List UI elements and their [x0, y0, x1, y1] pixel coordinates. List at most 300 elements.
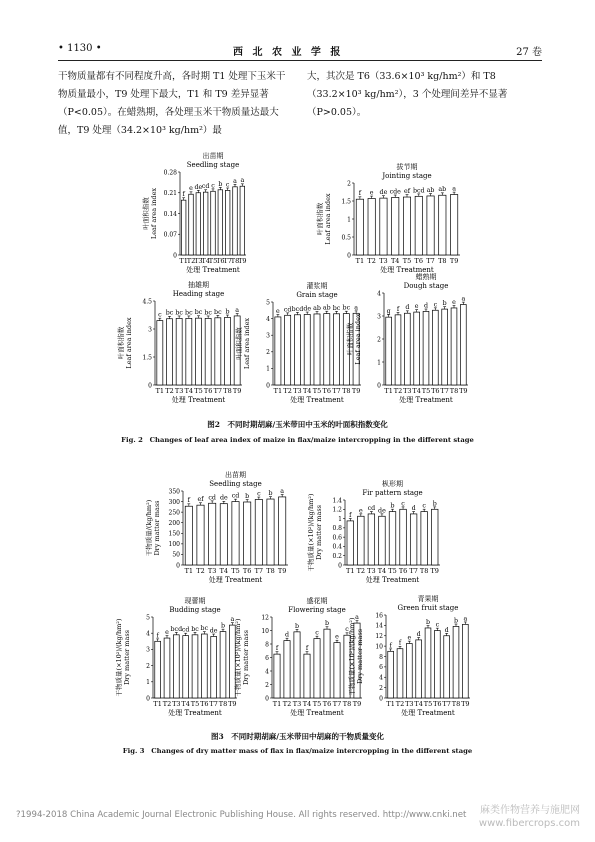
chart2-bar — [392, 197, 399, 255]
chart7-y-tick-label: 1.2 — [332, 506, 342, 514]
chart2-significance-letter: a — [452, 185, 456, 193]
chart5-significance-letter: a — [461, 295, 466, 303]
chart10-significance-letter: d — [444, 626, 449, 634]
chart1-x-tick-label: T5 — [208, 257, 218, 265]
chart4-significance-letter: e — [276, 307, 280, 315]
chart8-x-tick-label: T3 — [172, 700, 181, 708]
chart7-y-tick-label: 0 — [338, 562, 342, 570]
chart8-bar — [155, 641, 161, 698]
chart1-stage-en: Seedling stage — [186, 161, 240, 169]
chart4-x-label: 处理 Treatment — [290, 396, 344, 404]
chart2-stage-en: Jointing stage — [382, 172, 432, 180]
chart7-x-tick-label: T8 — [419, 567, 429, 575]
chart4-significance-letter: ab — [322, 304, 331, 312]
watermark — [479, 804, 580, 830]
chart7-x-tick-label: T3 — [367, 567, 376, 575]
chart3-y-tick-label: 1.5 — [142, 354, 152, 362]
chart3-x-tick-label: T5 — [194, 387, 203, 395]
chart9-bar — [294, 632, 300, 698]
chart7-bar — [410, 514, 417, 565]
chart6-x-label: 处理 Treatment — [208, 576, 263, 584]
chart9-stage-cn: 盛花期 — [306, 597, 328, 605]
chart9-y-tick-label: 10 — [261, 627, 269, 635]
chart4-significance-letter: cd — [283, 306, 292, 314]
chart4-x-tick-label: T5 — [312, 387, 322, 395]
chart10-y-tick-label: 6 — [379, 664, 383, 672]
chart3-x-tick-label: T7 — [213, 387, 223, 395]
chart6-bar — [197, 505, 204, 565]
chart8-y-tick-label: 1 — [146, 679, 150, 687]
chart6-bar — [267, 499, 274, 565]
chart8-x-tick-label: T2 — [162, 700, 172, 708]
journal-title: 西 北 农 业 学 报 — [233, 47, 344, 58]
chart1-significance-letter: c — [211, 182, 215, 190]
chart6-bar — [279, 497, 286, 565]
chart3-x-tick-label: T8 — [223, 387, 232, 395]
chart7-y-tick-label: 0.8 — [332, 525, 342, 533]
chart2-x-tick-label: T5 — [402, 257, 412, 265]
chart4-significance-letter: ab — [313, 304, 321, 312]
chart1-x-label: 处理 Treatment — [186, 266, 240, 274]
chart2-significance-letter: f — [358, 190, 362, 198]
chart5-x-tick-label: T7 — [440, 387, 449, 395]
chart1-x-tick-label: T2 — [186, 257, 196, 265]
chart9-x-tick-label: T7 — [332, 700, 342, 708]
chart9-bar — [314, 639, 320, 698]
chart1-x-tick-label: T6 — [216, 257, 225, 265]
chart8-y-tick-label: 4 — [146, 630, 150, 638]
chart1-significance-letter: b — [218, 180, 223, 188]
chart9-significance-letter: c — [315, 629, 319, 637]
chart6-y-tick-label: 200 — [168, 520, 180, 528]
chart6-x-tick-label: T8 — [266, 567, 275, 575]
chart3-significance-letter: b — [225, 308, 230, 316]
chart1-x-tick-label: T3 — [194, 257, 203, 265]
chart2-x-tick-label: T1 — [355, 257, 365, 265]
chart9-x-tick-label: T4 — [302, 700, 312, 708]
copyright-footer: ?1994-2018 China Academic Journal Electronic Publishing House. All rights reserved. http://www.cnki.net — [16, 810, 467, 820]
chart2-bar — [450, 195, 457, 255]
chart10-y-tick-label: 8 — [379, 653, 383, 661]
chart7-stage-cn: 枞形期 — [382, 480, 403, 488]
chart1-significance-letter: a — [240, 177, 245, 185]
chart7-bar — [379, 516, 386, 565]
chart8-significance-letter: bc — [200, 625, 209, 633]
chart2-bar — [368, 198, 375, 255]
chart2-x-tick-label: T8 — [438, 257, 447, 265]
chart10-bar — [406, 644, 412, 698]
chart7-significance-letter: f — [349, 511, 352, 519]
chart4-significance-letter: de — [303, 305, 312, 313]
chart8-x-tick-label: T1 — [153, 700, 162, 708]
chart1-significance-letter: c — [225, 181, 230, 189]
chart8-x-tick-label: T9 — [228, 700, 237, 708]
chart6-bar — [220, 504, 227, 565]
chart10-x-tick-label: T4 — [414, 700, 423, 708]
chart5-significance-letter: e — [414, 303, 419, 311]
chart9-bar — [334, 643, 340, 698]
chart7-x-tick-label: T7 — [409, 567, 418, 575]
chart4-x-tick-label: T9 — [351, 387, 361, 395]
chart3-significance-letter: bc — [185, 309, 193, 317]
chart8-x-tick-label: T7 — [209, 700, 218, 708]
volume-label: 27 卷 — [516, 47, 542, 58]
chart10-significance-letter: f — [389, 642, 392, 650]
chart3-significance-letter: bc — [214, 308, 222, 316]
chart4-significance-letter: a — [354, 304, 358, 312]
chart9-significance-letter: f — [275, 645, 279, 653]
chart8-y-tick-label: 2 — [146, 662, 150, 670]
chart8-significance-letter: a — [230, 616, 235, 624]
chart10-y-tick-label: 16 — [375, 612, 383, 620]
chart5-bar — [414, 312, 420, 385]
chart9-x-tick-label: T2 — [282, 700, 292, 708]
chart10-bar — [462, 624, 468, 698]
chart1-stage-cn: 出苗期 — [202, 152, 224, 160]
chart6-x-tick-label: T4 — [219, 567, 229, 575]
chart4-bar — [324, 314, 330, 385]
chart8-x-tick-label: T8 — [218, 700, 228, 708]
chart6-significance-letter: f — [187, 497, 191, 505]
chart2-bar — [439, 195, 446, 255]
chart2-y-tick-label: 1.5 — [341, 198, 351, 206]
chart5-y-tick-label: 0 — [377, 382, 381, 390]
chart8-x-label: 处理 Treatment — [168, 709, 222, 717]
chart6-x-tick-label: T9 — [277, 567, 287, 575]
chart7-y-tick-label: 0.6 — [332, 534, 342, 542]
chart9-x-tick-label: T9 — [352, 700, 362, 708]
chart6-y-tick-label: 100 — [168, 541, 180, 549]
chart2-significance-letter: cde — [389, 188, 401, 196]
chart7-x-tick-label: T5 — [388, 567, 397, 575]
chart5-bar — [451, 308, 457, 385]
chart3-significance-letter: a — [235, 306, 240, 314]
chart4-bar — [334, 314, 340, 385]
chart6-bar — [232, 502, 239, 565]
chart9-x-tick-label: T6 — [322, 700, 332, 708]
chart8-significance-letter: e — [165, 629, 169, 637]
chart9-x-tick-label: T5 — [312, 700, 322, 708]
chart1-significance-letter: e — [189, 185, 193, 193]
chart4-significance-letter: bc — [332, 304, 341, 312]
chart7-significance-letter: de — [378, 507, 386, 515]
chart8-y-tick-label: 0 — [146, 695, 150, 703]
chart7-bar — [400, 509, 407, 565]
chart1-y-tick-label: 0.14 — [163, 210, 177, 218]
chart4-x-tick-label: T6 — [322, 387, 332, 395]
chart7-significance-letter: cd — [367, 504, 376, 512]
chart10-bar — [434, 631, 440, 698]
chart7-bar — [421, 512, 428, 565]
chart3-x-tick-label: T3 — [174, 387, 184, 395]
chart10-significance-letter: e — [407, 634, 412, 642]
chart3-bar — [186, 318, 192, 385]
chart6-y-tick-label: 150 — [168, 530, 180, 538]
chart7-x-tick-label: T4 — [377, 567, 387, 575]
chart1-x-tick-label: T7 — [223, 257, 232, 265]
chart1-bar — [225, 190, 230, 255]
watermark-cn: 麻类作物营养与施肥网 — [480, 805, 580, 816]
chart10-x-tick-label: T6 — [433, 700, 442, 708]
chart9-significance-letter: a — [355, 614, 359, 622]
chart3-x-tick-label: T4 — [184, 387, 194, 395]
chart9-significance-letter: c — [345, 626, 349, 634]
chart5-x-tick-label: T6 — [431, 387, 440, 395]
chart2-x-tick-label: T7 — [426, 257, 435, 265]
chart6-stage-cn: 出苗期 — [225, 471, 246, 479]
chart4-bar — [294, 315, 300, 385]
chart9-significance-letter: e — [335, 633, 339, 641]
chart1-x-tick-label: T1 — [179, 257, 188, 265]
chart10-y-tick-label: 10 — [375, 643, 383, 651]
chart7-x-label: 处理 Treatment — [365, 576, 420, 584]
chart2-significance-letter: de — [379, 189, 388, 197]
chart4-y-tick-label: 5 — [266, 299, 270, 307]
chart10-significance-letter: d — [416, 630, 421, 638]
chart6-x-tick-label: T5 — [231, 567, 240, 575]
chart8-bar — [211, 636, 217, 698]
chart1-significance-letter: cd — [201, 183, 210, 191]
figure2-caption-en: Fig. 2 Changes of leaf area index of maize in flax/maize intercropping in the different stage — [121, 436, 474, 444]
body-text-left: 干物质量都有不同程度升高，各时期 T1 处理下玉米干物质量最小，T9 处理下最大，T1 和 T9 差异显著（P<0.05）。在蜡熟期，各处理玉米干物质量达最大值，T9 处理（34.2×10³ kg/hm²）最 — [58, 71, 286, 136]
chart5-x-tick-label: T5 — [421, 387, 431, 395]
chart4-y-tick-label: 1 — [266, 365, 270, 373]
figure3-caption-cn: 图3 不同时期胡麻/玉米带田中胡麻的干物质量变化 — [211, 732, 384, 741]
chart10-y-label-en: Dry matter mass — [356, 628, 364, 685]
chart8-x-tick-label: T5 — [190, 700, 200, 708]
chart7-x-tick-label: T1 — [346, 567, 355, 575]
chart10-y-tick-label: 0 — [379, 695, 383, 703]
chart9-y-tick-label: 2 — [265, 681, 269, 689]
figure3-caption-en: Fig. 3 Changes of dry matter mass of flax in flax/maize intercropping in the different stage — [122, 747, 473, 755]
chart9-x-tick-label: T8 — [342, 700, 352, 708]
chart3-x-tick-label: T9 — [232, 387, 242, 395]
chart10-y-label-cn: 干物质量(×10²)/(kg/hm²) — [348, 617, 356, 696]
chart2-bar — [403, 197, 410, 255]
chart1-x-tick-label: T9 — [238, 257, 247, 265]
chart5-y-tick-label: 4 — [377, 290, 381, 298]
chart9-significance-letter: b — [324, 620, 330, 628]
chart5-significance-letter: d — [405, 304, 410, 312]
chart10-bar — [416, 640, 422, 698]
chart8-significance-letter: de — [209, 627, 218, 635]
chart3-significance-letter: c — [158, 311, 162, 319]
chart5-stage-cn: 蜡熟期 — [415, 273, 437, 281]
chart8-y-tick-label: 3 — [146, 646, 150, 654]
chart7-y-tick-label: 1.4 — [332, 497, 342, 505]
chart7-bar — [368, 514, 375, 565]
chart6-x-tick-label: T6 — [242, 567, 252, 575]
chart6-significance-letter: cd — [208, 494, 216, 502]
chart4-stage-cn: 灌浆期 — [306, 282, 328, 290]
chart7-bar — [431, 509, 438, 565]
chart8-y-label-en: Dry matter mass — [123, 629, 131, 686]
chart10-x-tick-label: T2 — [395, 700, 405, 708]
chart2-significance-letter: ab — [438, 186, 447, 194]
chart7-significance-letter: b — [390, 502, 395, 510]
chart10-significance-letter: f — [398, 639, 402, 647]
chart6-bar — [255, 499, 262, 565]
chart4-bar — [285, 315, 291, 385]
chart5-y-label-en: Leaf area index — [354, 313, 362, 365]
chart5-significance-letter: d — [423, 302, 429, 310]
chart4-y-tick-label: 0 — [266, 382, 270, 390]
chart9-x-label: 处理 Treatment — [290, 709, 344, 717]
chart8-significance-letter: f — [156, 632, 159, 640]
chart1-bar — [196, 193, 201, 255]
chart5-bar — [460, 305, 466, 386]
chart7-bar — [347, 521, 354, 565]
chart2-bar — [427, 196, 434, 255]
chart7-significance-letter: b — [432, 500, 437, 508]
chart8-bar — [201, 634, 207, 698]
chart5-x-tick-label: T4 — [412, 387, 421, 395]
chart5-significance-letter: c — [433, 301, 438, 309]
chart6-y-tick-label: 300 — [168, 498, 180, 506]
chart5-x-label: 处理 Treatment — [399, 396, 453, 404]
chart5-y-tick-label: 1 — [377, 359, 381, 367]
chart2-significance-letter: bcd — [412, 187, 425, 195]
chart5-bar — [404, 313, 410, 385]
chart2-x-tick-label: T2 — [367, 257, 376, 265]
chart9-stage-en: Flowering stage — [288, 606, 346, 614]
chart4-bar — [314, 314, 320, 385]
chart2-significance-letter: e — [369, 189, 374, 197]
chart3-x-tick-label: T2 — [165, 387, 174, 395]
chart8-bar — [183, 636, 189, 698]
chart4-x-tick-label: T4 — [302, 387, 312, 395]
chart1-bar — [211, 191, 216, 255]
chart6-y-tick-label: 350 — [168, 488, 180, 496]
chart8-bar — [164, 638, 170, 698]
chart2-bar — [415, 196, 422, 255]
chart8-significance-letter: cd — [181, 626, 190, 634]
chart9-significance-letter: f — [305, 645, 309, 653]
chart5-x-tick-label: T8 — [449, 387, 459, 395]
chart3-x-tick-label: T1 — [155, 387, 165, 395]
chart10-significance-letter: b — [453, 617, 459, 625]
chart1-bar — [240, 186, 245, 255]
chart8-stage-en: Budding stage — [169, 606, 221, 614]
chart6-bar — [209, 503, 216, 565]
chart1-significance-letter: a — [233, 177, 237, 185]
chart10-x-tick-label: T3 — [405, 700, 414, 708]
chart3-y-tick-label: 4.5 — [142, 298, 152, 306]
chart10-bar — [397, 649, 403, 698]
chart3-significance-letter: bc — [194, 309, 203, 317]
chart7-y-label-en: Dry matter mass — [315, 504, 323, 561]
chart9-bar — [324, 629, 330, 698]
chart10-bar — [453, 626, 459, 698]
chart5-bar — [423, 311, 429, 385]
chart5-bar — [432, 310, 438, 385]
chart5-y-tick-label: 2 — [377, 336, 381, 344]
chart6-x-tick-label: T3 — [207, 567, 217, 575]
chart7-significance-letter: e — [358, 507, 363, 515]
chart9-y-tick-label: 12 — [261, 614, 269, 622]
chart8-x-tick-label: T4 — [181, 700, 190, 708]
chart7-y-tick-label: 0.4 — [332, 543, 342, 551]
chart4-y-label-en: Leaf area index — [243, 317, 251, 370]
chart4-x-tick-label: T2 — [283, 387, 292, 395]
chart2-y-tick-label: 0.5 — [341, 234, 351, 242]
chart10-x-label: 处理 Treatment — [401, 709, 455, 717]
chart4-x-tick-label: T3 — [293, 387, 302, 395]
chart5-x-tick-label: T9 — [459, 387, 468, 395]
chart6-y-label-en: Dry matter mass — [153, 500, 161, 556]
chart7-bar — [389, 512, 396, 565]
chart4-significance-letter: bc — [342, 304, 351, 312]
watermark-url: www.fibercrops.com — [478, 818, 580, 829]
chart4-y-tick-label: 4 — [266, 315, 270, 323]
chart4-significance-letter: bcd — [291, 305, 304, 313]
chart1-y-label-en: Leaf area index — [150, 187, 158, 240]
chart8-significance-letter: bcd — [170, 625, 183, 633]
chart3-bar — [176, 318, 182, 385]
chart5-y-label-cn: 叶面积指数 — [346, 322, 354, 356]
chart7-x-tick-label: T6 — [398, 567, 408, 575]
chart7-significance-letter: c — [422, 502, 426, 510]
chart6-bar — [244, 502, 251, 565]
chart6-y-tick-label: 250 — [168, 509, 180, 517]
chart3-y-tick-label: 0 — [148, 382, 152, 390]
chart9-y-tick-label: 8 — [265, 641, 269, 649]
chart10-y-tick-label: 4 — [379, 674, 383, 682]
chart2-y-tick-label: 0 — [347, 252, 351, 260]
chart9-bar — [304, 654, 310, 698]
chart1-bar — [218, 190, 223, 255]
chart9-bar — [274, 654, 280, 698]
chart4-y-label-cn: 叶面积指数 — [235, 327, 243, 360]
chart4-x-tick-label: T1 — [273, 387, 283, 395]
chart1-significance-letter: f — [182, 191, 185, 199]
chart10-x-tick-label: T7 — [442, 700, 451, 708]
chart4-stage-en: Grain stage — [296, 291, 338, 299]
chart3-bar — [157, 321, 163, 385]
chart6-y-tick-label: 50 — [172, 551, 180, 559]
chart6-x-tick-label: T2 — [196, 567, 205, 575]
chart10-significance-letter: c — [435, 621, 440, 629]
chart7-x-tick-label: T9 — [430, 567, 439, 575]
chart9-y-tick-label: 4 — [265, 668, 269, 676]
chart3-significance-letter: bc — [204, 309, 212, 317]
chart2-x-tick-label: T9 — [449, 257, 459, 265]
chart7-significance-letter: c — [401, 500, 405, 508]
chart2-x-tick-label: T6 — [414, 257, 424, 265]
chart2-bar — [380, 198, 387, 255]
chart6-bar — [185, 506, 192, 565]
chart2-stage-cn: 拔节期 — [396, 163, 418, 171]
chart3-stage-cn: 抽雄期 — [188, 281, 209, 289]
body-text-right: 大，其次是 T6（33.6×10³ kg/hm²）和 T8（33.2×10³ kg/hm²），3 个处理间差异不显著（P>0.05）。 — [307, 71, 508, 118]
chart5-x-tick-label: T3 — [403, 387, 412, 395]
chart5-bar — [442, 309, 448, 385]
chart9-bar — [284, 641, 290, 698]
chart8-significance-letter: bc — [191, 625, 199, 633]
chart4-bar — [275, 317, 281, 385]
chart10-stage-cn: 青果期 — [417, 595, 439, 603]
chart3-significance-letter: bc — [175, 309, 183, 317]
chart4-y-tick-label: 3 — [266, 332, 270, 340]
chart10-bar — [388, 651, 394, 698]
chart5-x-tick-label: T2 — [393, 387, 403, 395]
chart9-significance-letter: d — [284, 631, 290, 639]
chart3-bar — [205, 318, 211, 385]
chart3-significance-letter: bc — [165, 309, 174, 317]
chart4-y-tick-label: 2 — [266, 349, 270, 357]
chart6-significance-letter: b — [245, 492, 250, 500]
chart3-y-label-en: Leaf area index — [125, 317, 133, 369]
